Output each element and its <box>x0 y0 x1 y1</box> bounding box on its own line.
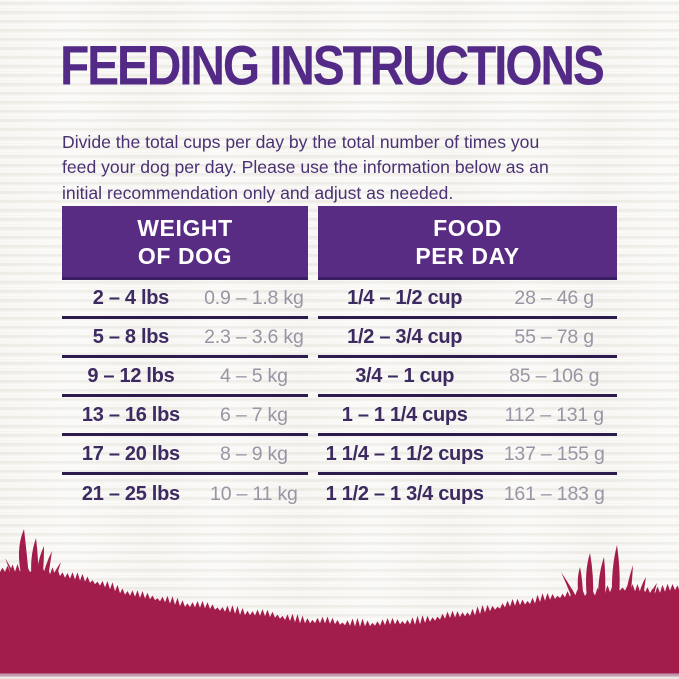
intro-text <box>62 130 637 206</box>
food-grams-value: 161 – 183 g <box>503 483 605 505</box>
table-row <box>318 319 617 358</box>
weight-lbs-value: 2 – 4 lbs <box>92 286 169 309</box>
weight-kg-value: 4 – 5 kg <box>219 364 288 387</box>
food-grams-value: 137 – 155 g <box>503 442 605 465</box>
weight-table <box>62 280 308 514</box>
intro-line: Divide the total cups per day by the total number of times you <box>62 132 540 152</box>
food-table <box>318 280 617 514</box>
weight-lbs-value: 21 – 25 lbs <box>81 483 180 505</box>
food-cups-value: 1 1/2 – 1 3/4 cups <box>325 483 484 505</box>
food-cups-value: 1 – 1 1/4 cups <box>341 403 468 426</box>
table-row <box>62 475 308 514</box>
food-cups-value: 1/4 – 1/2 cup <box>347 286 463 309</box>
food-header-line1: FOOD <box>433 214 502 241</box>
table-row <box>62 358 308 397</box>
food-cups-value: 3/4 – 1 cup <box>355 364 455 387</box>
food-grams-value: 112 – 131 g <box>504 403 604 426</box>
table-row <box>62 397 308 436</box>
table-row <box>318 397 617 436</box>
grass-bottom-edge <box>0 674 679 677</box>
food-header-line2: PER DAY <box>415 242 520 269</box>
grass-blades-right <box>561 545 657 598</box>
table-row <box>318 280 617 319</box>
weight-lbs-value: 17 – 20 lbs <box>81 442 180 465</box>
weight-lbs-value: 5 – 8 lbs <box>92 325 169 348</box>
weight-kg-value: 0.9 – 1.8 kg <box>204 286 304 309</box>
weight-lbs-value: 13 – 16 lbs <box>81 403 180 426</box>
food-cups-value: 1 1/4 – 1 1/2 cups <box>325 442 484 465</box>
table-row <box>318 358 617 397</box>
weight-of-dog-header <box>62 206 308 280</box>
weight-lbs-value: 9 – 12 lbs <box>87 364 175 387</box>
table-row <box>62 319 308 358</box>
weight-kg-value: 10 – 11 kg <box>210 483 298 505</box>
table-row <box>62 280 308 319</box>
intro-line: feed your dog per day. Please use the information below as an <box>62 157 549 178</box>
food-grams-value: 55 – 78 g <box>514 325 594 348</box>
weight-header-line2: OF DOG <box>137 242 233 269</box>
food-per-day-header <box>318 206 617 280</box>
grass-blades-left <box>5 529 61 586</box>
table-row <box>62 436 308 475</box>
page-title: FEEDING INSTRUCTIONS <box>60 35 603 98</box>
weight-kg-value: 6 – 7 kg <box>219 403 288 426</box>
intro-line: initial recommendation only and adjust as needed. <box>62 182 454 203</box>
weight-kg-value: 2.3 – 3.6 kg <box>204 325 304 348</box>
food-grams-value: 85 – 106 g <box>509 364 600 387</box>
weight-kg-value: 8 – 9 kg <box>219 442 288 465</box>
table-row <box>318 475 617 514</box>
weight-header-line1: WEIGHT <box>137 214 233 241</box>
food-grams-value: 28 – 46 g <box>514 286 594 309</box>
food-cups-value: 1/2 – 3/4 cup <box>347 325 463 348</box>
table-row <box>318 436 617 475</box>
